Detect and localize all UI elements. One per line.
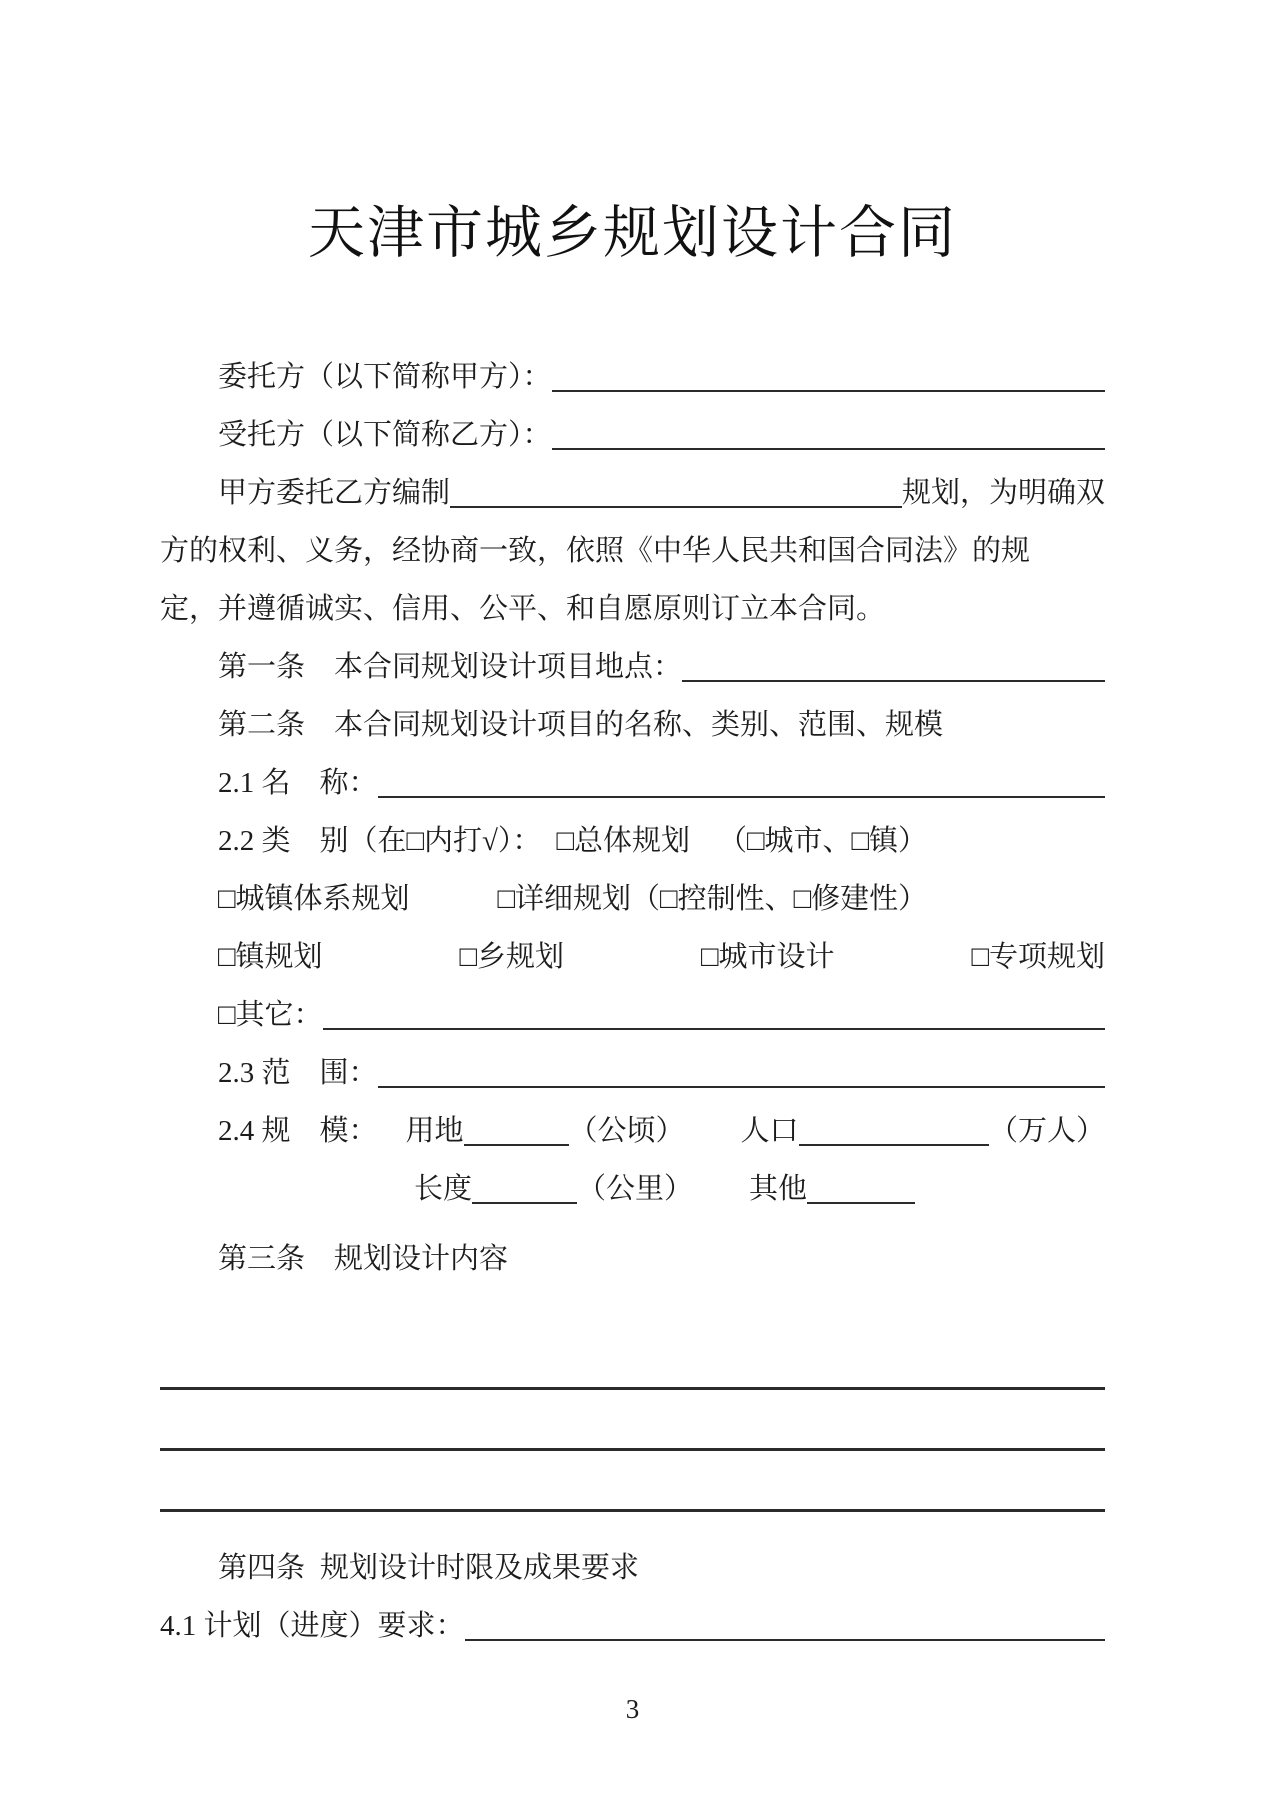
article-4-body: 规划设计时限及成果要求 (320, 1552, 640, 1585)
scale-land-blank-field (464, 1144, 569, 1146)
category-line-3 (160, 921, 1105, 979)
article-3-line (160, 1223, 1105, 1281)
article-3-heading: 第三条 (218, 1243, 306, 1276)
category-option-town-plan: □镇规划 (218, 941, 323, 974)
project-name-line (160, 747, 1105, 805)
category-option-township-plan: □乡规划 (459, 941, 565, 974)
scale-length-unit: （公里） (577, 1173, 694, 1206)
party-a-line (160, 341, 1105, 399)
scale-other-blank-field (807, 1202, 915, 1204)
category-option-detailed-plan: □详细规划（□控制性、□修建性） (497, 883, 928, 916)
category-option-special-plan: □专项规划 (971, 941, 1105, 974)
scale-label: 2.4 规 模： (218, 1115, 378, 1148)
party-b-blank-field (552, 448, 1105, 450)
scope-line (160, 1037, 1105, 1095)
scale-length-blank-field (472, 1202, 577, 1204)
party-a-blank-field (552, 390, 1105, 392)
scale-other-label: 其他 (749, 1173, 808, 1206)
scale-population-blank-field (799, 1144, 989, 1146)
party-b-line (160, 399, 1105, 457)
article-4-line (160, 1532, 1105, 1590)
article-2-body: 本合同规划设计项目的名称、类别、范围、规模 (334, 709, 944, 742)
schedule-line (160, 1590, 1105, 1648)
scale-land-unit: （公顷） (568, 1115, 685, 1148)
article-4-heading: 第四条 (218, 1552, 306, 1585)
category-option-master-plan: □总体规划 (556, 825, 690, 858)
preamble-text: 定，并遵循诚实、信用、公平、和自愿原则订立本合同。 (160, 593, 886, 626)
entrust-prefix-label: 甲方委托乙方编制 (218, 477, 451, 510)
preamble-wrap-line-2 (160, 515, 1105, 573)
scope-label: 2.3 范 围： (218, 1057, 378, 1090)
category-other-blank-field (323, 1028, 1105, 1030)
category-label: 2.2 类 别（在□内打√）： (218, 825, 542, 858)
scale-length-label: 长度 (414, 1173, 473, 1206)
preamble-wrap-line-3 (160, 573, 1105, 631)
article-1-heading: 第一条 (218, 651, 306, 684)
article-2-heading: 第二条 (218, 709, 306, 742)
category-other-label: □其它： (218, 999, 323, 1032)
project-name-label: 2.1 名 称： (218, 767, 378, 800)
project-name-blank-field (378, 796, 1105, 798)
document-title: 天津市城乡规划设计合同 (308, 202, 957, 265)
scale-population-label: 人口 (740, 1115, 799, 1148)
preamble-text: 方的权利、义务，经协商一致，依照《中华人民共和国合同法》的规 (160, 535, 1031, 568)
scale-land-label: 用地 (405, 1115, 464, 1148)
category-option-master-sub: （□城市、□镇） (717, 825, 928, 858)
schedule-label: 4.1 计划（进度）要求： (160, 1610, 465, 1643)
category-other-line (160, 979, 1105, 1037)
party-b-label: 受托方（以下简称乙方）： (218, 419, 552, 452)
scale-population-unit: （万人） (988, 1115, 1105, 1148)
category-option-urban-design: □城市设计 (700, 941, 835, 974)
page-number: 3 (625, 1694, 640, 1725)
article-3-writing-lines (160, 1329, 1105, 1512)
category-option-system-plan: □城镇体系规划 (218, 883, 410, 916)
project-location-blank-field (682, 680, 1105, 682)
writing-rule-2 (160, 1390, 1105, 1451)
entrust-suffix-label: 规划，为明确双 (901, 477, 1105, 510)
article-1-line (160, 631, 1105, 689)
schedule-blank-field (465, 1639, 1105, 1641)
category-line-2 (160, 863, 1105, 921)
article-1-body: 本合同规划设计项目地点： (334, 651, 683, 684)
writing-rule-3 (160, 1451, 1105, 1512)
party-a-label: 委托方（以下简称甲方）： (218, 361, 552, 394)
plan-name-blank-field (450, 506, 902, 508)
scope-blank-field (378, 1086, 1105, 1088)
article-3-body: 规划设计内容 (334, 1243, 509, 1276)
scale-line-2 (160, 1153, 1105, 1211)
category-line (160, 805, 1105, 863)
entrust-line (160, 457, 1105, 515)
writing-rule-1 (160, 1329, 1105, 1390)
article-2-line (160, 689, 1105, 747)
contract-form (160, 341, 1105, 1648)
scale-line-1 (160, 1095, 1105, 1153)
